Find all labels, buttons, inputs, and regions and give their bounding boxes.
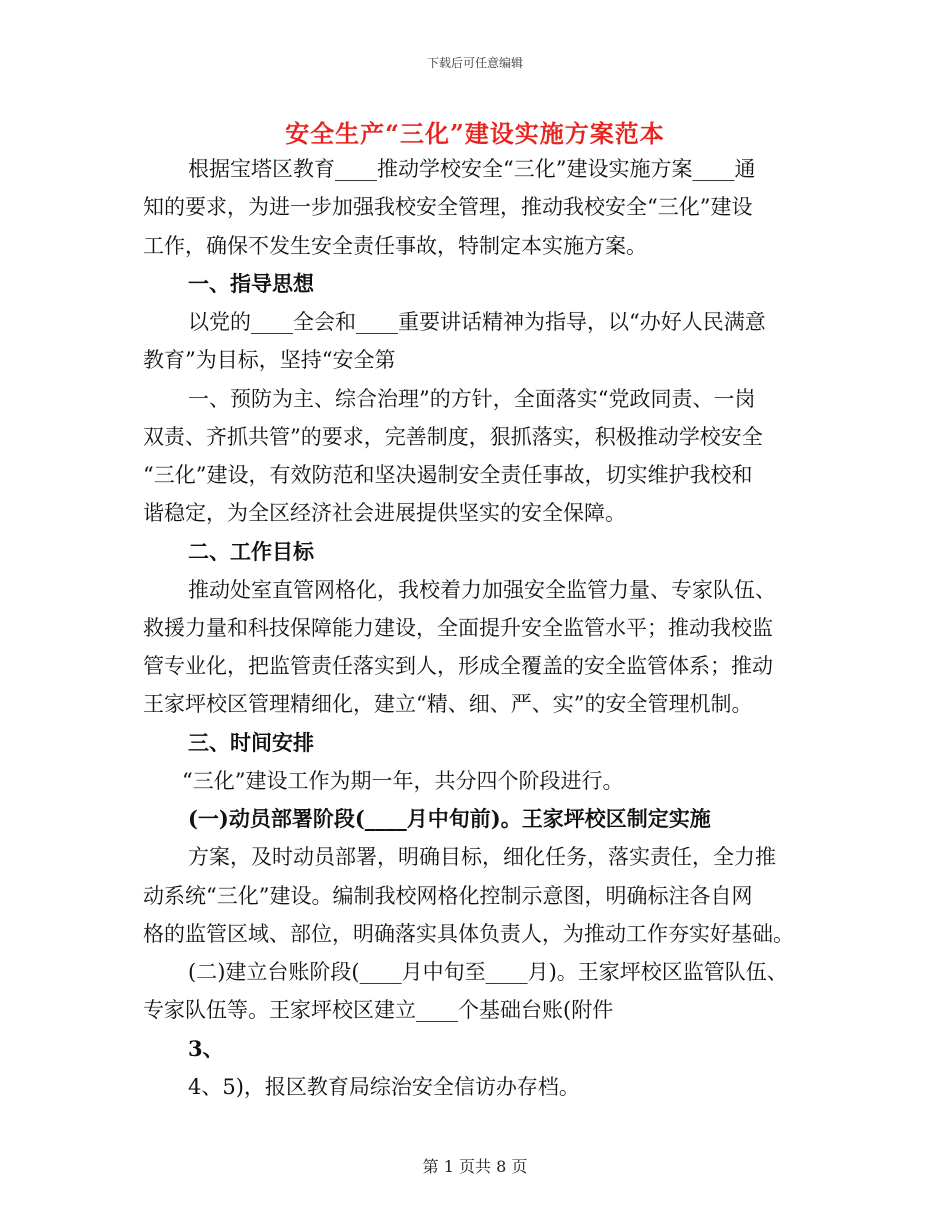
paragraph-line: 工作，确保不发生安全责任事故，特制定本实施方案。 bbox=[143, 234, 647, 258]
paragraph-line: 教育”为目标，坚持“安全第 bbox=[143, 348, 396, 372]
paragraph-line: 王家坪校区管理精细化，建立“精、细、严、实”的安全管理机制。 bbox=[143, 692, 753, 716]
paragraph-line: 知的要求，为进一步加强我校安全管理，推动我校安全“三化”建设 bbox=[143, 195, 753, 219]
paragraph-line: 推动处室直管网格化，我校着力加强安全监管力量、专家队伍、 bbox=[188, 578, 776, 602]
header-note: 下载后可任意编辑 bbox=[426, 56, 523, 70]
page-footer: 第 1 页共 8 页 bbox=[422, 1157, 528, 1176]
section-heading: 一、指导思想 bbox=[188, 271, 314, 296]
paragraph-line: 一、预防为主、综合治理”的方针，全面落实“党政同责、一岗 bbox=[188, 387, 756, 411]
paragraph-line: 以党的____全会和____重要讲话精神为指导，以“办好人民满意 bbox=[188, 310, 766, 334]
paragraph-line: 管专业化，把监管责任落实到人，形成全覆盖的安全监管体系；推动 bbox=[143, 654, 773, 678]
section-heading: 三、时间安排 bbox=[188, 730, 314, 755]
paragraph-line: “三化”建设，有效防范和坚决遏制安全责任事故，切实维护我校和 bbox=[143, 463, 753, 487]
paragraph-line: “三化”建设工作为期一年，共分四个阶段进行。 bbox=[182, 769, 624, 793]
document-title: 安全生产“三化”建设实施方案范本 bbox=[285, 119, 665, 148]
paragraph-line: 3、 bbox=[188, 1036, 224, 1061]
section-heading: 二、工作目标 bbox=[188, 539, 314, 564]
paragraph-line: 4、5)，报区教育局综治安全信访办存档。 bbox=[188, 1075, 580, 1099]
paragraph-line: 救援力量和科技保障能力建设，全面提升安全监管水平；推动我校监 bbox=[143, 616, 773, 640]
subsection-heading: (一)动员部署阶段(____月中旬前)。王家坪校区制定实施 bbox=[188, 806, 711, 831]
paragraph-line: 专家队伍等。王家坪校区建立____个基础台账(附件 bbox=[143, 998, 614, 1022]
paragraph-line: 动系统“三化”建设。编制我校网格化控制示意图，明确标注各自网 bbox=[143, 884, 753, 908]
paragraph-line: (二)建立台账阶段(____月中旬至____月)。王家坪校区监管队伍、 bbox=[188, 960, 788, 984]
paragraph-line: 谐稳定，为全区经济社会进展提供坚实的安全保障。 bbox=[143, 501, 626, 525]
paragraph-line: 格的监管区域、部位，明确落实具体负责人，为推动工作夯实好基础。 bbox=[143, 922, 794, 946]
paragraph-line: 双责、齐抓共管”的要求，完善制度，狠抓落实，积极推动学校安全 bbox=[143, 425, 763, 449]
paragraph-line: 根据宝塔区教育____推动学校安全“三化”建设实施方案____通 bbox=[188, 157, 756, 181]
paragraph-line: 方案，及时动员部署，明确目标，细化任务，落实责任，全力推 bbox=[188, 845, 776, 869]
